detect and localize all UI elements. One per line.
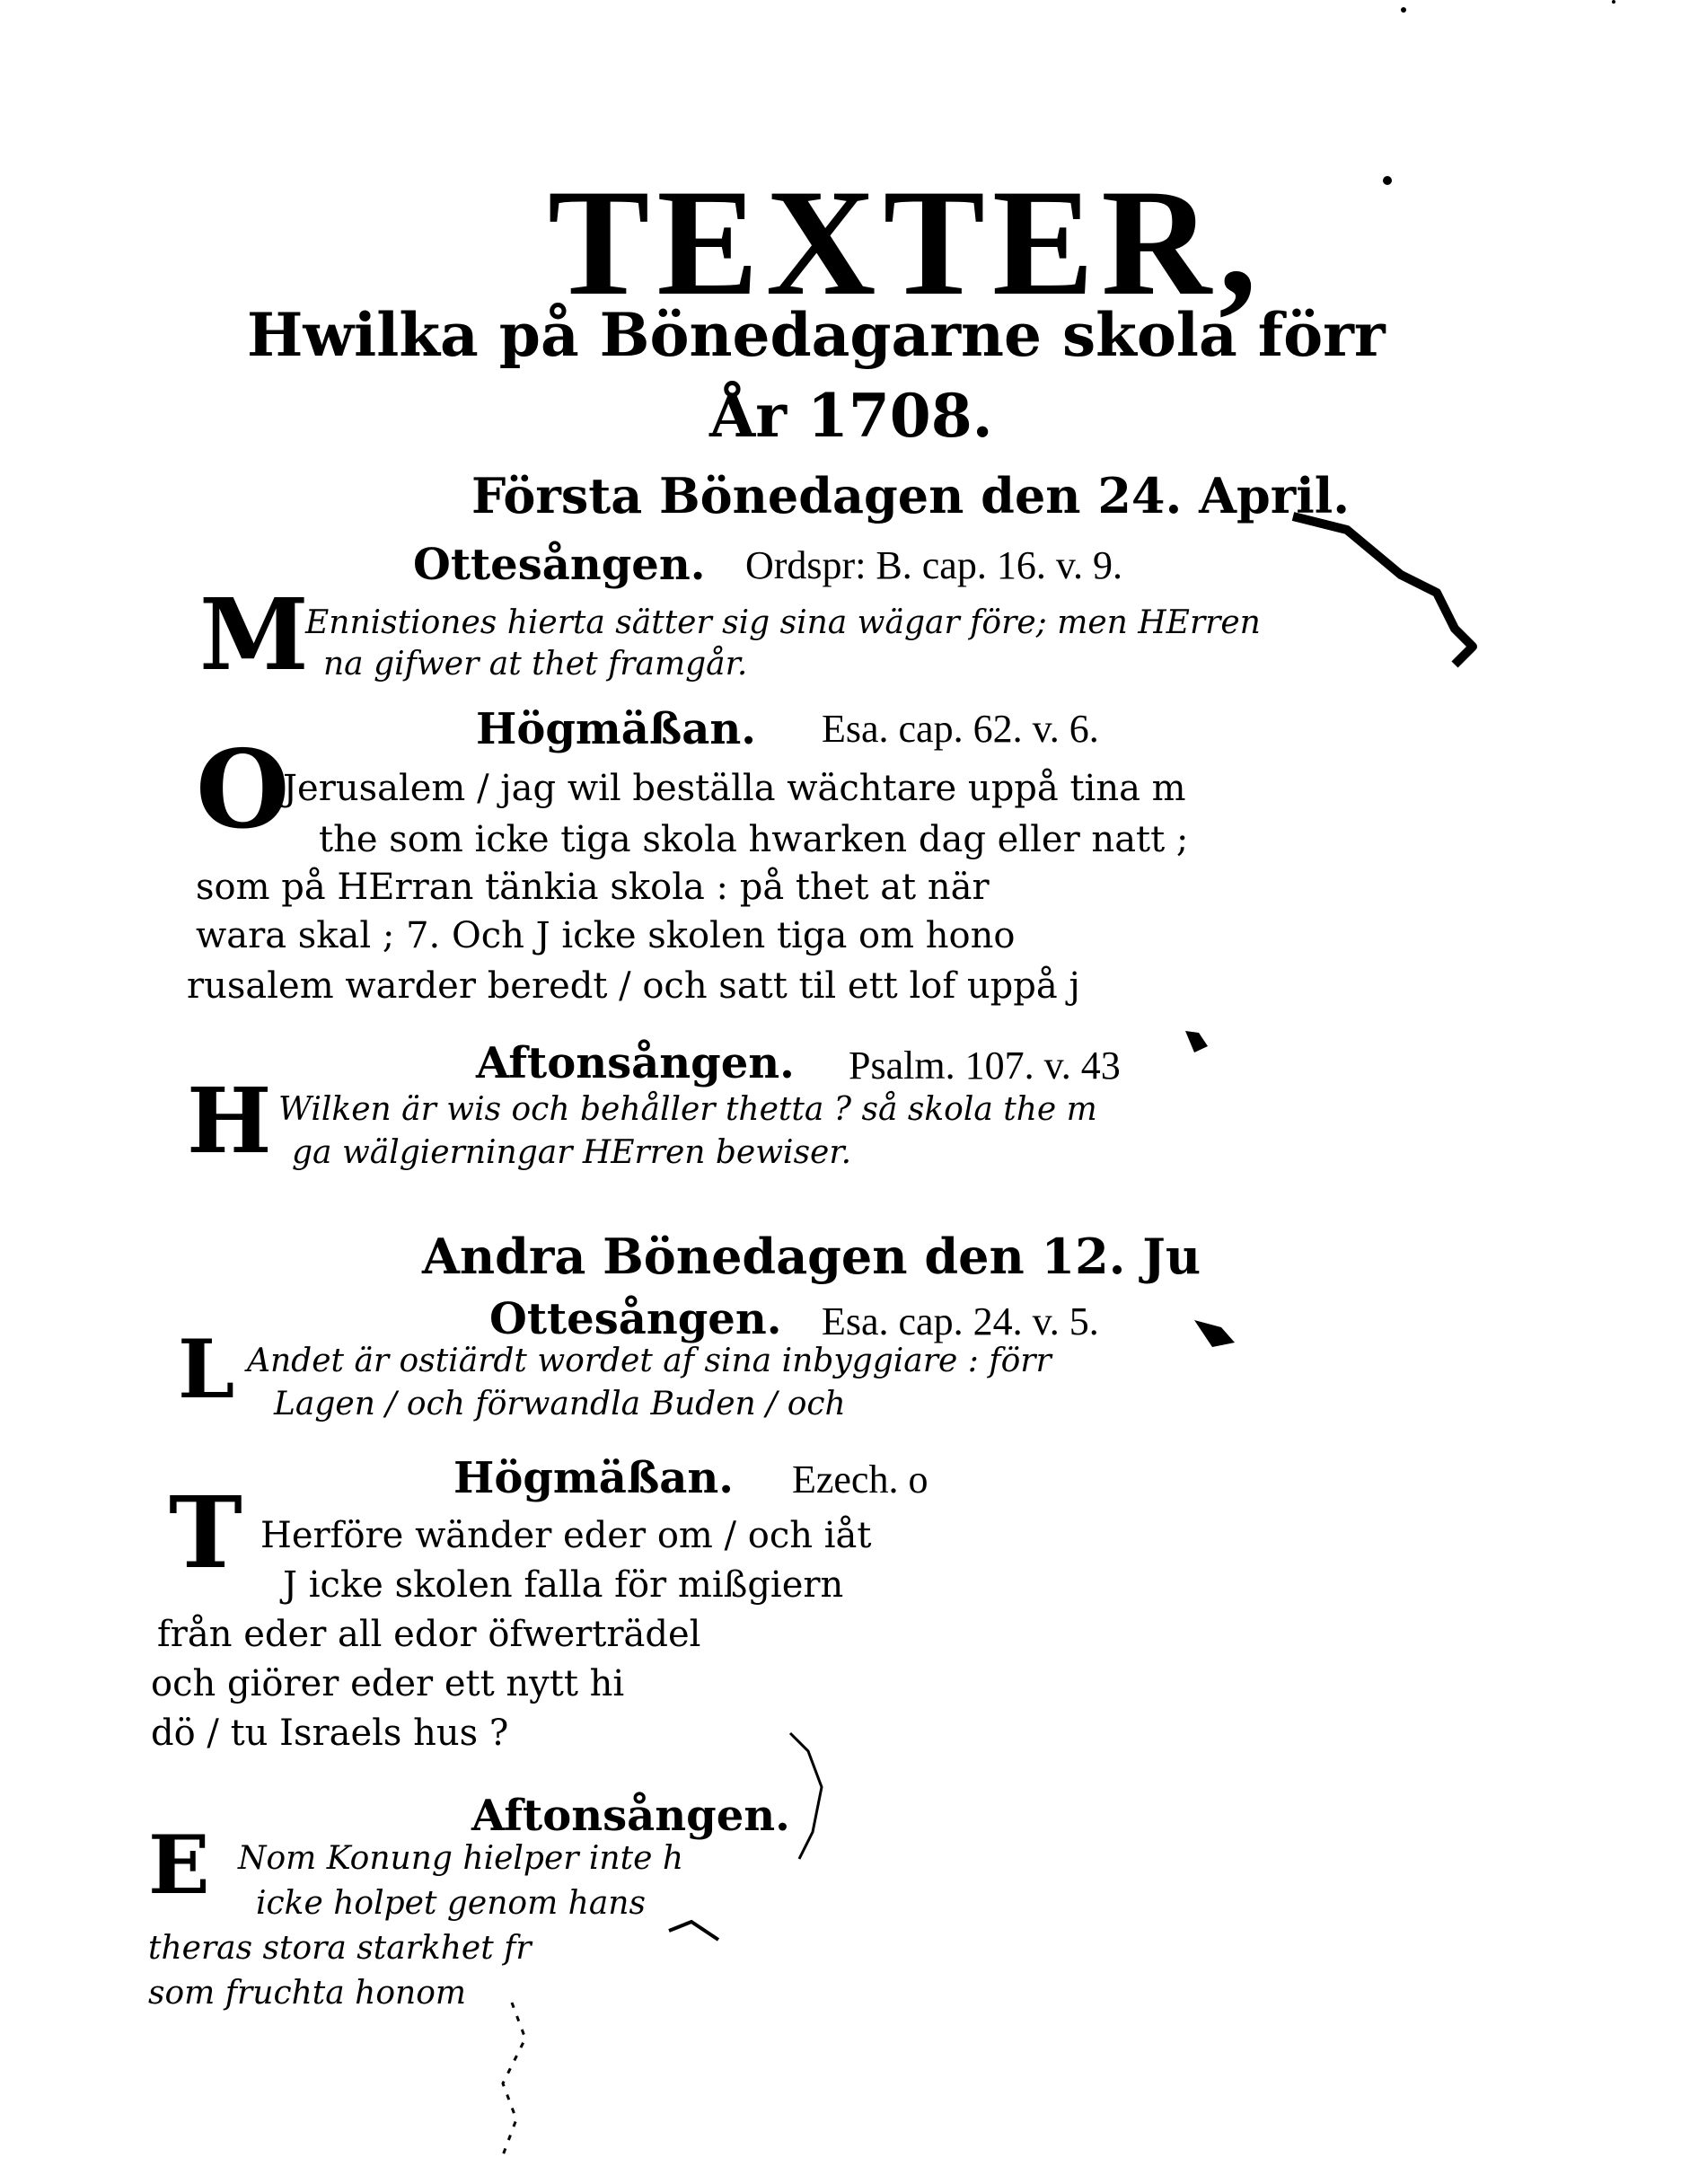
day1-otte-line2: na gifwer at thet framgår.: [323, 646, 748, 682]
day1-hog-line1: Jerusalem / jag wil beställa wächtare uppå tina m: [283, 768, 1186, 809]
day2-otte-line1: Andet är ostiärdt wordet af sina inbyggiare : förr: [247, 1343, 1052, 1379]
day1-hog-ref: Esa. cap. 62. v. 6.: [822, 707, 1099, 751]
day2-hog-line1: Herföre wänder eder om / och iåt: [260, 1515, 872, 1556]
day2-heading: Andra Bönedagen den 12. Ju: [422, 1228, 1201, 1285]
day1-otte-initial: M: [199, 577, 309, 692]
day2-hog-line4: och giörer eder ett nytt hi: [151, 1663, 625, 1704]
day1-otte-ref: Ordspr: B. cap. 16. v. 9.: [745, 543, 1122, 587]
day2-otte-ref: Esa. cap. 24. v. 5.: [822, 1299, 1099, 1343]
day2-afton-label: Aftonsången.: [471, 1791, 790, 1841]
day2-hog-initial: T: [169, 1475, 242, 1590]
day2-afton-line2: icke holpet genom hans: [256, 1885, 646, 1922]
day1-hog-line5: rusalem warder beredt / och satt til ett lof uppå j: [187, 965, 1080, 1007]
day1-otte-line1: Ennistiones hierta sätter sig sina wägar före; men HErren: [305, 604, 1261, 641]
subtitle-line1: Hwilka på Bönedagarne skola förr: [247, 300, 1386, 370]
day1-afton-initial: H: [187, 1068, 272, 1174]
day1-hog-label: Högmäßan.: [476, 704, 756, 754]
day1-afton-line2: ga wälgierningar HErren bewiser.: [292, 1134, 852, 1171]
day1-hog-line3: som på HErran tänkia skola : på thet at när: [196, 867, 990, 908]
day2-otte-label: Ottesången.: [489, 1294, 782, 1344]
day2-afton-line1: Nom Konung hielper inte h: [238, 1840, 684, 1877]
day1-afton-line1: Wilken är wis och behåller thetta ? så skola the m: [278, 1091, 1097, 1128]
day1-afton-ref: Psalm. 107. v. 43: [849, 1044, 1121, 1088]
day1-otte-label: Ottesången.: [413, 540, 706, 590]
day2-hog-line3: från eder all edor öfwerträdel: [157, 1614, 701, 1655]
day1-hog-line2: the som icke tiga skola hwarken dag eller natt ;: [319, 819, 1189, 860]
day2-hog-ref: Ezech. o: [792, 1457, 929, 1502]
subtitle-year: År 1708.: [709, 381, 993, 451]
day2-hog-line5: dö / tu Israels hus ?: [151, 1713, 509, 1754]
page-title: TEXTER,: [548, 158, 1264, 327]
day2-afton-initial: E: [148, 1818, 210, 1913]
day2-hog-label: Högmäßan.: [453, 1453, 734, 1503]
day1-hog-initial: O: [196, 727, 290, 853]
day2-hog-line2: J icke skolen falla för mißgiern: [283, 1564, 844, 1606]
day1-heading: Första Bönedagen den 24. April.: [471, 467, 1351, 524]
day1-afton-label: Aftonsången.: [476, 1038, 795, 1088]
day1-hog-line4: wara skal ; 7. Och J icke skolen tiga om hono: [196, 915, 1016, 956]
day2-otte-initial: L: [178, 1322, 235, 1417]
day2-afton-line3: theras stora starkhet fr: [148, 1930, 532, 1967]
day2-afton-line4: som fruchta honom: [148, 1975, 467, 2012]
day2-otte-line2: Lagen / och förwandla Buden / och: [274, 1386, 846, 1422]
